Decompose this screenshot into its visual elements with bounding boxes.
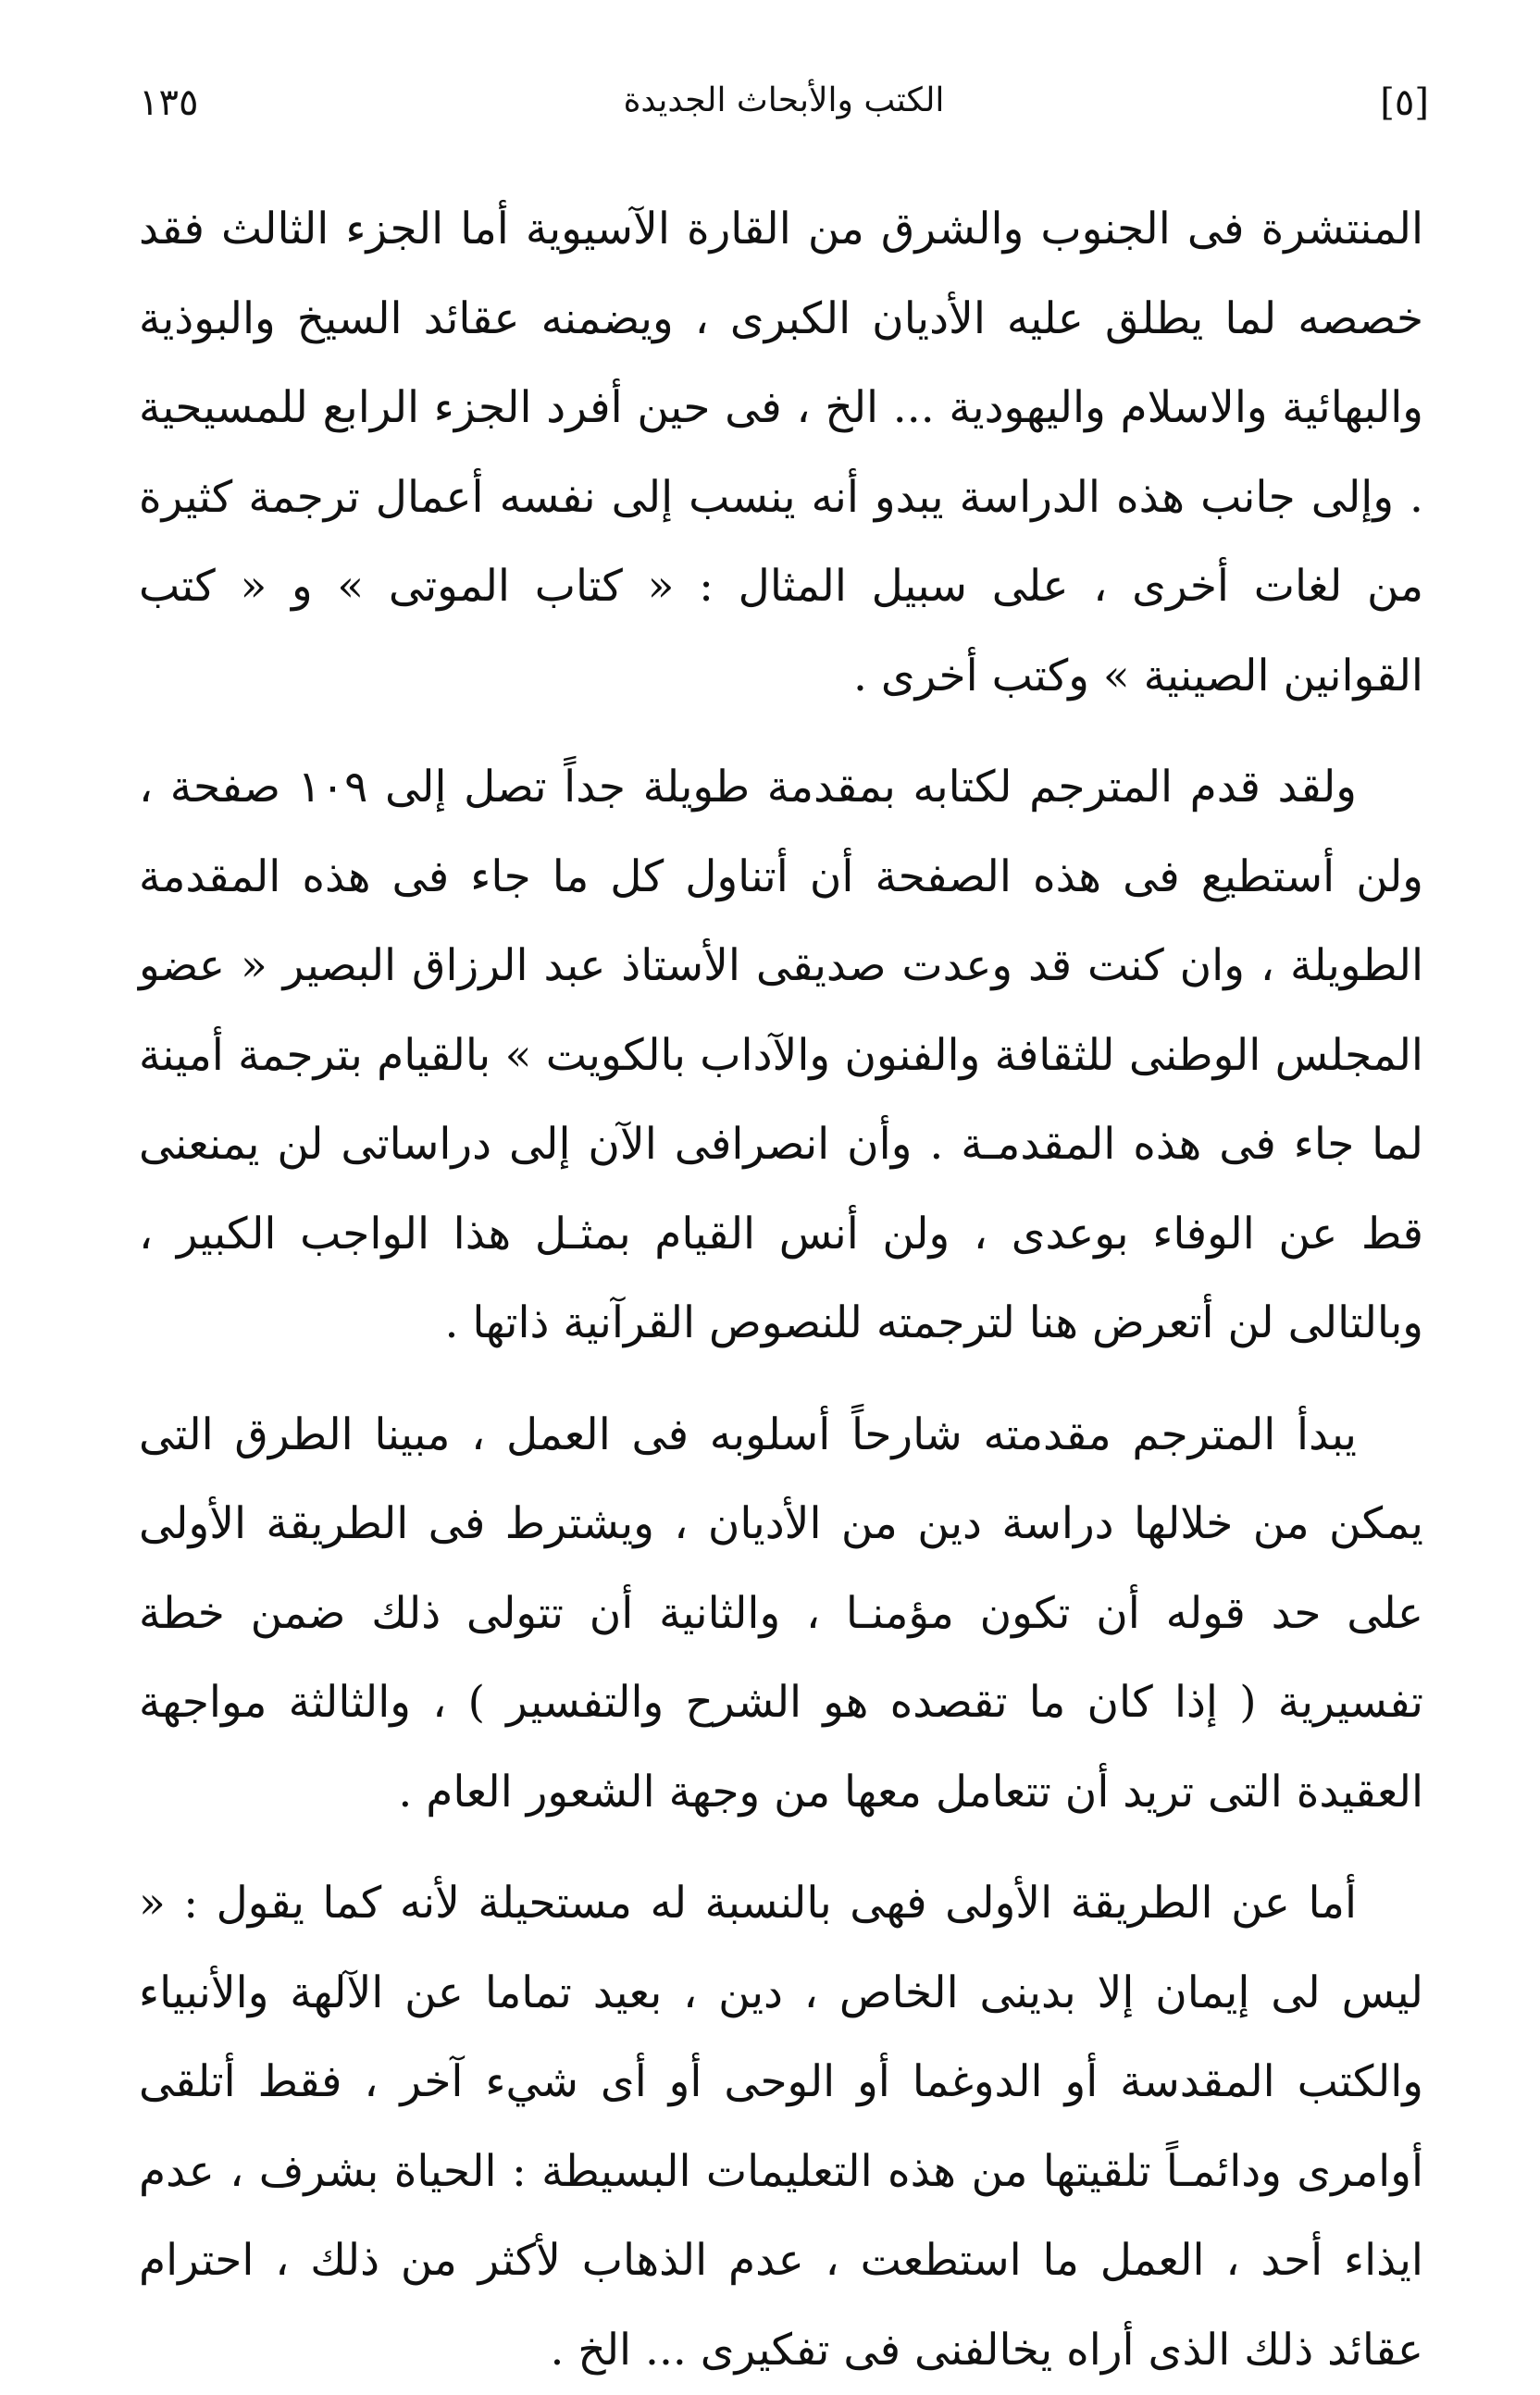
section-reference: [٥] xyxy=(1380,81,1429,124)
paragraph-4: أما عن الطريقة الأولى فهى بالنسبة له مستحيلة لأنه كما يقول : « ليس لى إيمان إلا بدينى الخاص ، دين ، بعيد تماما عن الآلهة والأنبياء والكتب المقدسة أو الدوغما أو الوحى أو أى شيء آخر ، فقط أتلقى أوامرى ودائمـاً تلقيتها من هذه التعليمات البسيطة : الحياة بشرف ، عدم ايذاء أحد ، العمل ما استطعت ، عدم الذهاب لأكثر من ذلك ، احترام عقائد ذلك الذى أراه يخالفنى فى تفكيرى ... الخ . xyxy=(139,1878,1423,2376)
running-title: الكتب والأبحاث الجديدة xyxy=(623,81,945,119)
paragraph-3: يبدأ المترجم مقدمته شارحاً أسلوبه فى العمل ، مبينا الطرق التى يمكن من خلالها دراسة دين من الأديان ، ويشترط فى الطريقة الأولى على حد قوله أن تكون مؤمنـا ، والثانية أن تتولى ذلك ضمن خطة تفسيرية ( إذا كان ما تقصده هو الشرح والتفسير ) ، والثالثة مواجهة العقيدة التى تريد أن تتعامل معها من وجهة الشعور العام . xyxy=(139,1408,1423,1818)
page-number: ١٣٥ xyxy=(139,81,199,124)
page-header xyxy=(139,81,1429,146)
paragraph-2: ولقد قدم المترجم لكتابه بمقدمة طويلة جداً تصل إلى ١٠٩ صفحة ، ولن أستطيع فى هذه الصفحة أن أتناول كل ما جاء فى هذه المقدمة الطويلة ، وان كنت قد وعدت صديقى الأستاذ عبد الرزاق البصير « عضو المجلس الوطنى للثقافة والفنون والآداب بالكويت » بالقيام بترجمة أمينة لما جاء فى هذه المقدمـة . وأن انصرافى الآن إلى دراساتى لن يمنعنى قط عن الوفاء بوعدى ، ولن أنس القيام بمثـل هذا الواجب الكبير ، وبالتالى لن أتعرض هنا لترجمته للنصوص القرآنية ذاتها . xyxy=(139,762,1423,1348)
body-text xyxy=(139,185,1423,2395)
paragraph-1: المنتشرة فى الجنوب والشرق من القارة الآسيوية أما الجزء الثالث فقد خصصه لما يطلق عليه الأديان الكبرى ، ويضمنه عقائد السيخ والبوذية والبهائية والاسلام واليهودية ... الخ ، فى حين أفرد الجزء الرابع للمسيحية . وإلى جانب هذه الدراسة يبدو أنه ينسب إلى نفسه أعمال ترجمة كثيرة من لغات أخرى ، على سبيل المثال : « كتاب الموتى » و « كتب القوانين الصينية » وكتب أخرى . xyxy=(139,204,1423,701)
